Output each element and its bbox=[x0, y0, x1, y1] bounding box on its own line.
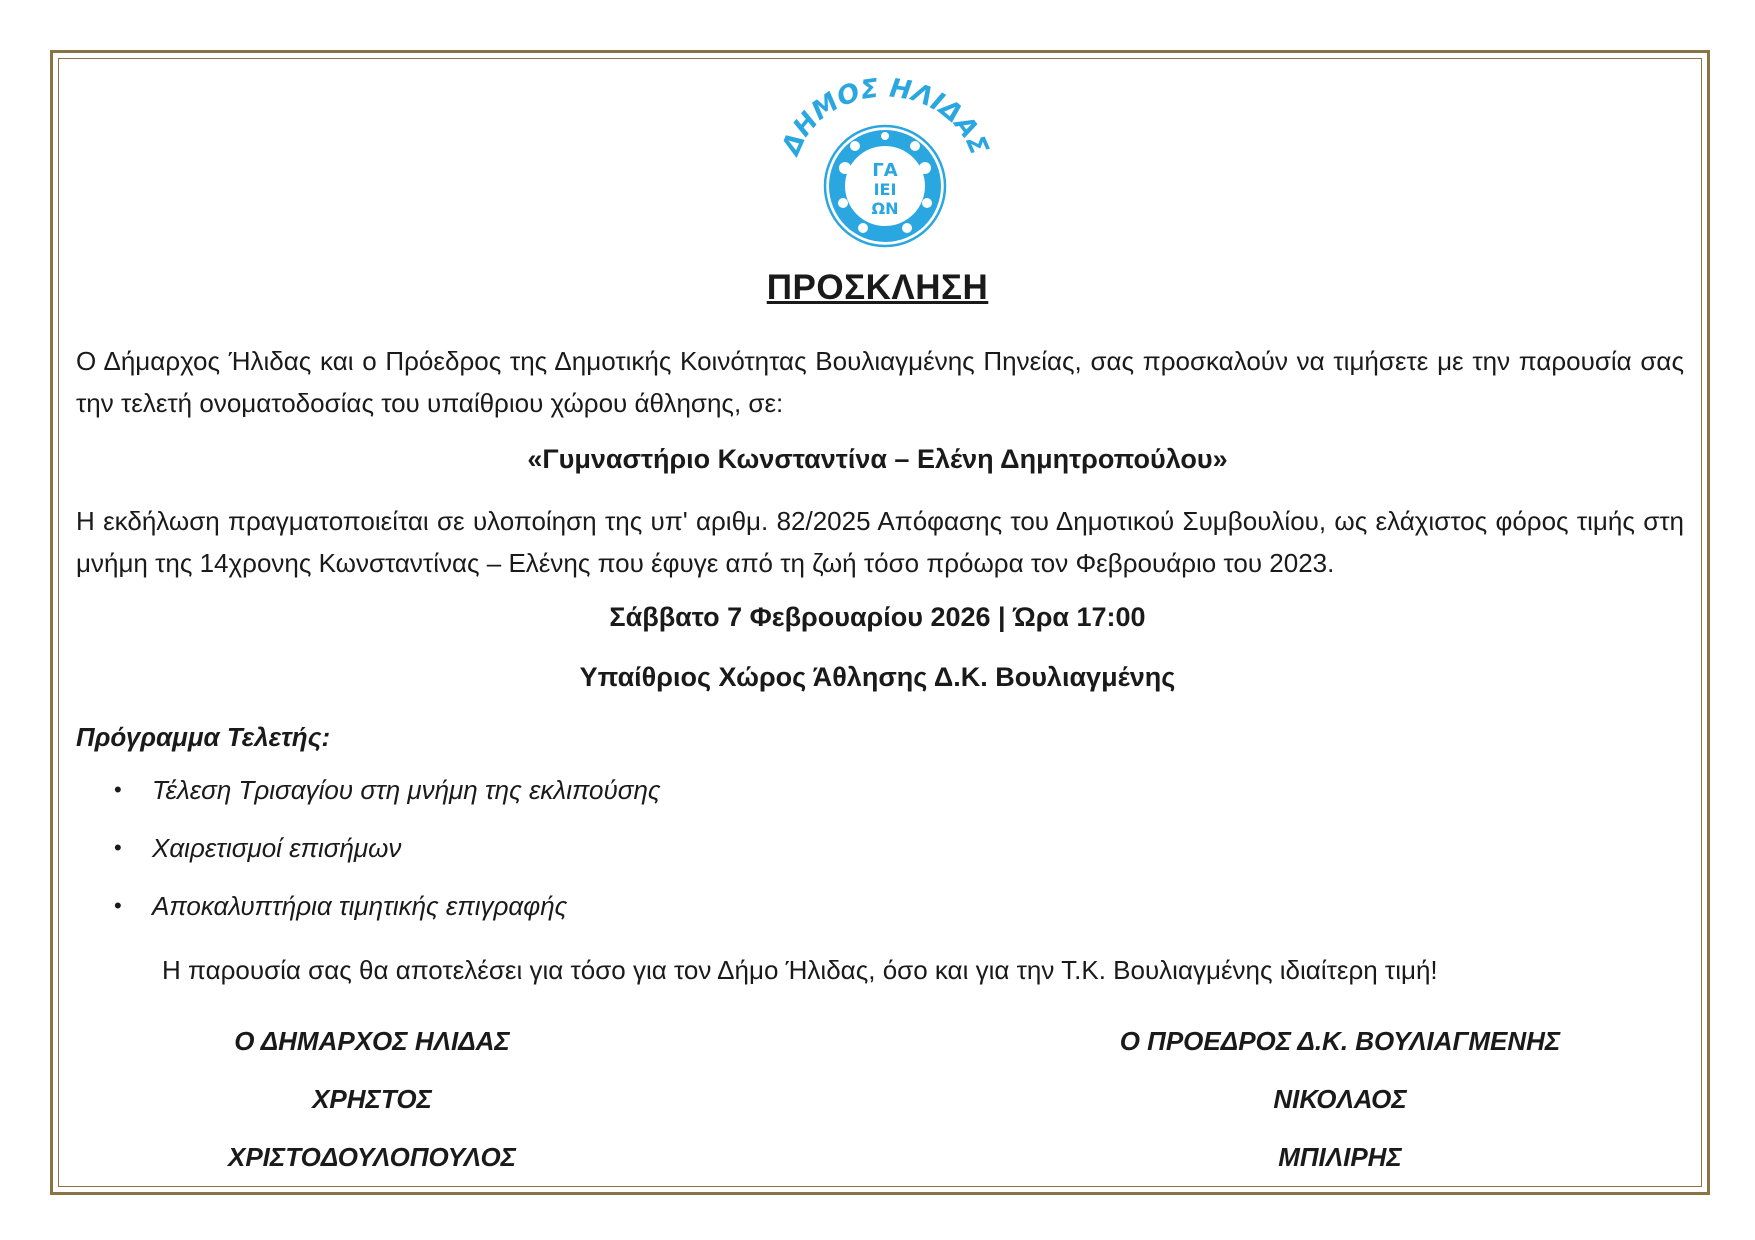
signature-right-firstname: ΝΙΚΟΛΑΟΣ bbox=[1273, 1084, 1407, 1114]
venue-name: «Γυμναστήριο Κωνσταντίνα – Ελένη Δημητροπούλου» bbox=[527, 444, 1228, 474]
program-item-text: Αποκαλυπτήρια τιμητικής επιγραφής bbox=[152, 891, 568, 921]
bullet-icon: • bbox=[114, 893, 122, 918]
signature-left-role: Ο ΔΗΜΑΡΧΟΣ ΗΛΙΔΑΣ bbox=[234, 1026, 510, 1056]
event-location: Υπαίθριος Χώρος Άθλησης Δ.Κ. Βουλιαγμένης bbox=[579, 662, 1176, 692]
signature-right-surname: ΜΠΙΛΙΡΗΣ bbox=[1278, 1142, 1402, 1172]
bullet-icon: • bbox=[114, 835, 122, 860]
logo-seal-line-1: ΓΑ bbox=[872, 160, 898, 181]
logo-seal-line-2: ΙΕΙ bbox=[873, 180, 897, 199]
intro-paragraph: Ο Δήμαρχος Ήλιδας και ο Πρόεδρος της Δημοτικής Κοινότητας Βουλιαγμένης Πηνείας, σας προσκαλούν να τιμήσετε με την παρουσία σας την τελετή ονοματοδοσίας του υπαίθριου χώρου άθλησης, σε: bbox=[76, 346, 1684, 418]
event-date-time: Σάββατο 7 Φεβρουαρίου 2026 | Ώρα 17:00 bbox=[609, 602, 1146, 632]
signature-right-role: Ο ΠΡΟΕΔΡΟΣ Δ.Κ. ΒΟΥΛΙΑΓΜΕΝΗΣ bbox=[1119, 1026, 1561, 1056]
signature-left-surname: ΧΡΙΣΤΟΔΟΥΛΟΠΟΥΛΟΣ bbox=[227, 1142, 517, 1172]
signature-left-firstname: ΧΡΗΣΤΟΣ bbox=[312, 1084, 432, 1114]
bullet-icon: • bbox=[114, 777, 122, 802]
closing-sentence: Η παρουσία σας θα αποτελέσει για τόσο για τον Δήμο Ήλιδας, όσο και για την Τ.Κ. Βουλιαγμένης ιδιαίτερη τιμή! bbox=[162, 955, 1438, 985]
page-title: ΠΡΟΣΚΛΗΣΗ bbox=[766, 268, 989, 307]
program-item-text: Χαιρετισμοί επισήμων bbox=[152, 833, 402, 863]
municipality-logo bbox=[775, 68, 995, 248]
signature-right bbox=[1050, 1012, 1630, 1186]
logo-seal-line-3: ΩΝ bbox=[871, 199, 899, 218]
signature-left bbox=[92, 1012, 652, 1186]
logo-arc-text: ΔΗΜΟΣ ΗΛΙΔΑΣ bbox=[776, 73, 994, 160]
program-item-text: Τέλεση Τρισαγίου στη μνήμη της εκλιπούσης bbox=[152, 775, 661, 805]
description-paragraph: Η εκδήλωση πραγματοποιείται σε υλοποίηση της υπ' αριθμ. 82/2025 Απόφασης του Δημοτικού Συμβουλίου, ως ελάχιστος φόρος τιμής στη μνήμη της 14χρονης Κωνσταντίνας – Ελένης που έφυγε από τη ζωή τόσο πρόωρα τον Φεβρουάριο του 2023. bbox=[76, 506, 1684, 578]
program-title: Πρόγραμμα Τελετής: bbox=[76, 722, 331, 752]
